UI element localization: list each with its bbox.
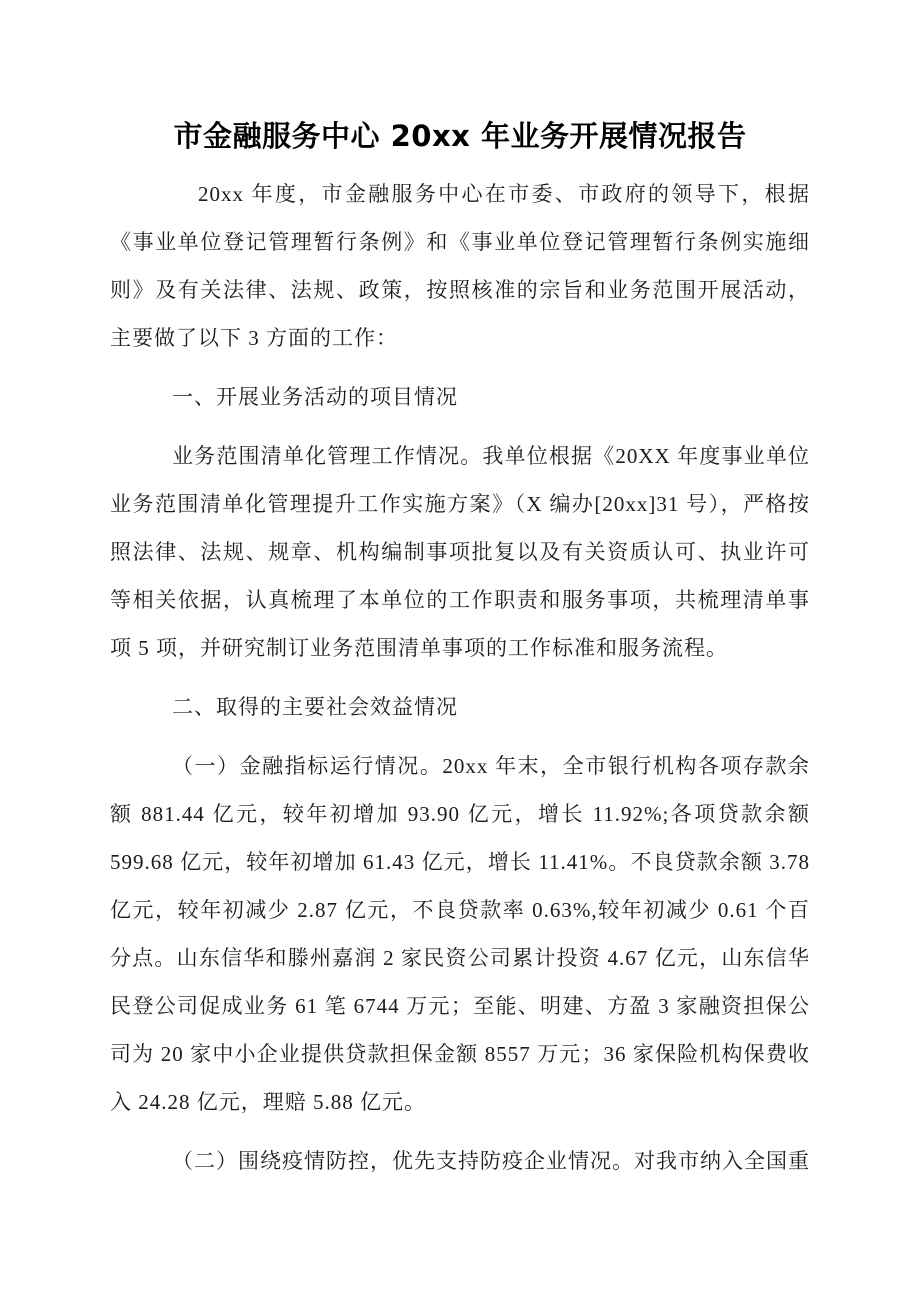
section-heading-social-benefits: 二、取得的主要社会效益情况 [172, 695, 458, 719]
section-heading-business-activities: 一、开展业务活动的项目情况 [172, 385, 458, 409]
paragraph-epidemic-support: （二）围绕疫情防控，优先支持防疫企业情况。对我市纳入全国重 [172, 1149, 810, 1173]
paragraph-business-scope-management: 业务范围清单化管理工作情况。我单位根据《20XX 年度事业单位业务范围清单化管理提升工作实施方案》（X 编办[20xx]31 号），严格按照法律、法规、规章、机构编制事项批复以及有关资质认可、执业许可等相关依据，认真梳理了本单位的工作职责和服务事项，共梳理清单事项 5 项，并研究制订业务范围清单事项的工作标准和服务流程。 [110, 444, 810, 660]
document-title: 市金融服务中心 20xx 年业务开展情况报告 [173, 119, 747, 153]
paragraph-intro: 20xx 年度，市金融服务中心在市委、市政府的领导下，根据《事业单位登记管理暂行条例》和《事业单位登记管理暂行条例实施细则》及有关法律、法规、政策，按照核准的宗旨和业务范围开展活动，主要做了以下 3 方面的工作： [110, 182, 810, 350]
paragraph-financial-indicators: （一）金融指标运行情况。20xx 年末，全市银行机构各项存款余额 881.44 亿元，较年初增加 93.90 亿元，增长 11.92%;各项贷款余额 599.68 亿元，较年初增加 61.43 亿元，增长 11.41%。不良贷款余额 3.78 亿元，较年初减少 2.87 亿元，不良贷款率 0.63%,较年初减少 0.61 个百分点。山东信华和滕州嘉润 2 家民资公司累计投资 4.67 亿元，山东信华民登公司促成业务 61 笔 6744 万元；至能、明建、方盈 3 家融资担保公司为 20 家中小企业提供贷款担保金额 8557 万元；36 家保险机构保费收入 24.28 亿元，理赔 5.88 亿元。 [110, 754, 810, 1114]
